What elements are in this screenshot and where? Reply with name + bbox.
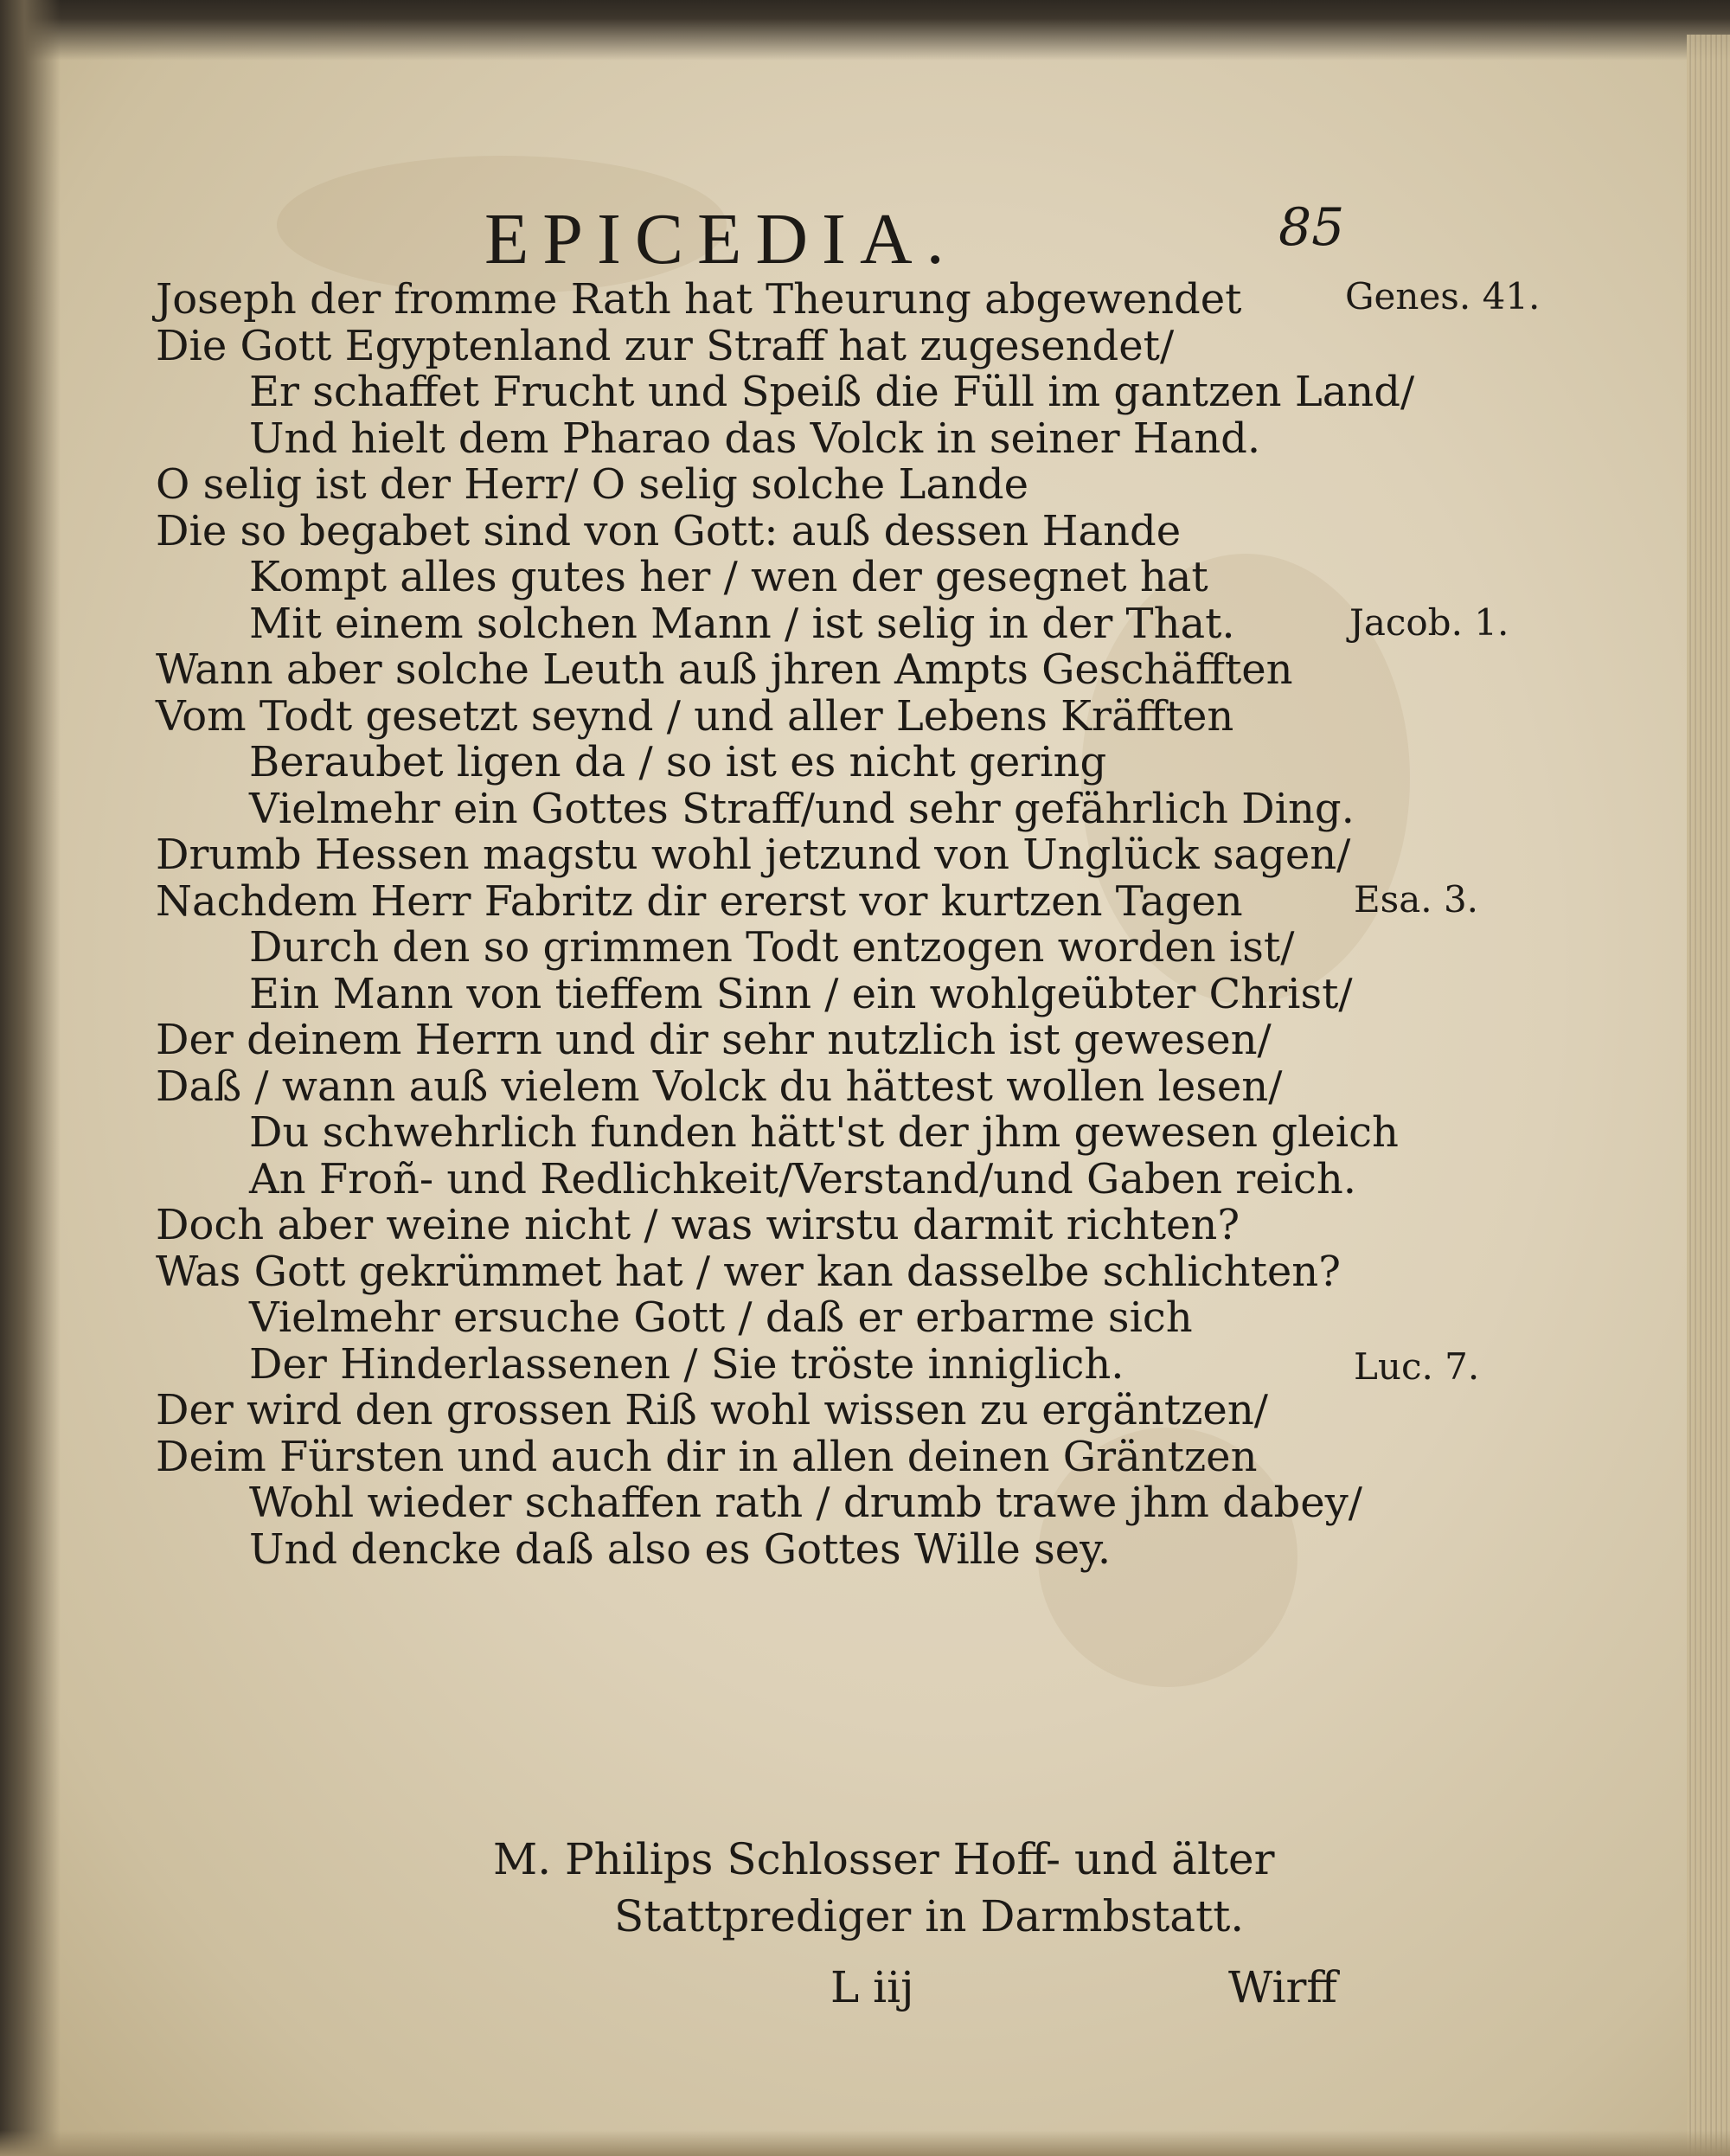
verse-line: Drumb Hessen magstu wohl jetzund von Unglück sagen/ (156, 831, 1351, 879)
verse-line: Und dencke daß also es Gottes Wille sey. (249, 1524, 1112, 1574)
verse-line: Du schwehrlich funden hätt'st der jhm gewesen gleich (249, 1108, 1399, 1157)
verse-line: Wohl wieder schaffen rath / drumb trawe jhm dabey/ (249, 1479, 1362, 1527)
page-number: 85 (1278, 197, 1345, 258)
verse-line: O selig ist der Herr/ O selig solche Lande (156, 460, 1029, 509)
running-header: EPICEDIA. (484, 199, 958, 279)
author-signature-line-2: Stattprediger in Darmbstatt. (614, 1891, 1245, 1941)
margin-note-esaias: Esa. 3. (1354, 878, 1479, 921)
verse-line: Die Gott Egyptenland zur Straff hat zugesendet/ (156, 321, 1175, 370)
verse-line: Mit einem solchen Mann / ist selig in der That. (249, 599, 1235, 648)
poem-text (156, 275, 1415, 1574)
verse-line: Der Hinderlassenen / Sie tröste inniglich. (249, 1339, 1124, 1389)
verse-line: Joseph der fromme Rath hat Theurung abgewendet (156, 275, 1242, 324)
verse-line: Die so begabet sind von Gott: auß dessen Hande (156, 506, 1182, 555)
printer-signature-mark: L iij (830, 1962, 914, 2012)
margin-note-genesis: Genes. 41. (1345, 275, 1541, 318)
verse-line: Kompt alles gutes her / wen der gesegnet hat (249, 553, 1208, 601)
binding-shadow-top (0, 0, 1730, 61)
verse-line: Vielmehr ersuche Gott / daß er erbarme sich (249, 1293, 1193, 1342)
verse-line: Was Gott gekrümmet hat / wer kan dasselbe schlichten? (156, 1247, 1341, 1296)
page-bottom-edge (0, 2130, 1730, 2156)
verse-line: Durch den so grimmen Todt entzogen worden ist/ (249, 923, 1295, 972)
page-edges (1687, 35, 1730, 2156)
verse-line: Und hielt dem Pharao das Volck in seiner Hand. (249, 414, 1261, 463)
author-signature-line-1: M. Philips Schlosser Hoff- und älter (493, 1834, 1275, 1884)
verse-line: Daß / wann auß vielem Volck du hättest wollen lesen/ (156, 1062, 1283, 1111)
margin-note-lucas: Luc. 7. (1354, 1345, 1480, 1388)
verse-line: Ein Mann von tieffem Sinn / ein wohlgeübter Christ/ (249, 969, 1353, 1018)
verse-line: Deim Fürsten und auch dir in allen deinen Gräntzen (156, 1432, 1258, 1481)
verse-line: Vom Todt gesetzt seynd / und aller Lebens Kräfften (156, 691, 1234, 741)
verse-line: Doch aber weine nicht / was wirstu darmit richten? (156, 1201, 1240, 1249)
verse-line: Vielmehr ein Gottes Straff/und sehr gefährlich Ding. (249, 784, 1355, 833)
verse-line: Wann aber solche Leuth auß jhren Ampts Geschäfften (156, 645, 1293, 694)
verse-line: Der deinem Herrn und dir sehr nutzlich ist gewesen/ (156, 1016, 1272, 1064)
binding-gutter (0, 0, 61, 2156)
verse-line: Nachdem Herr Fabritz dir ererst vor kurtzen Tagen (156, 876, 1243, 926)
catchword: Wirff (1228, 1962, 1337, 2012)
verse-line: Der wird den grossen Riß wohl wissen zu ergäntzen/ (156, 1386, 1268, 1434)
verse-line: An Froñ- und Redlichkeit/Verstand/und Gaben reich. (249, 1154, 1357, 1203)
verse-line: Er schaffet Frucht und Speiß die Füll im gantzen Land/ (249, 368, 1415, 416)
margin-note-jacob: Jacob. 1. (1349, 601, 1509, 644)
verse-line: Beraubet ligen da / so ist es nicht gering (249, 738, 1107, 786)
